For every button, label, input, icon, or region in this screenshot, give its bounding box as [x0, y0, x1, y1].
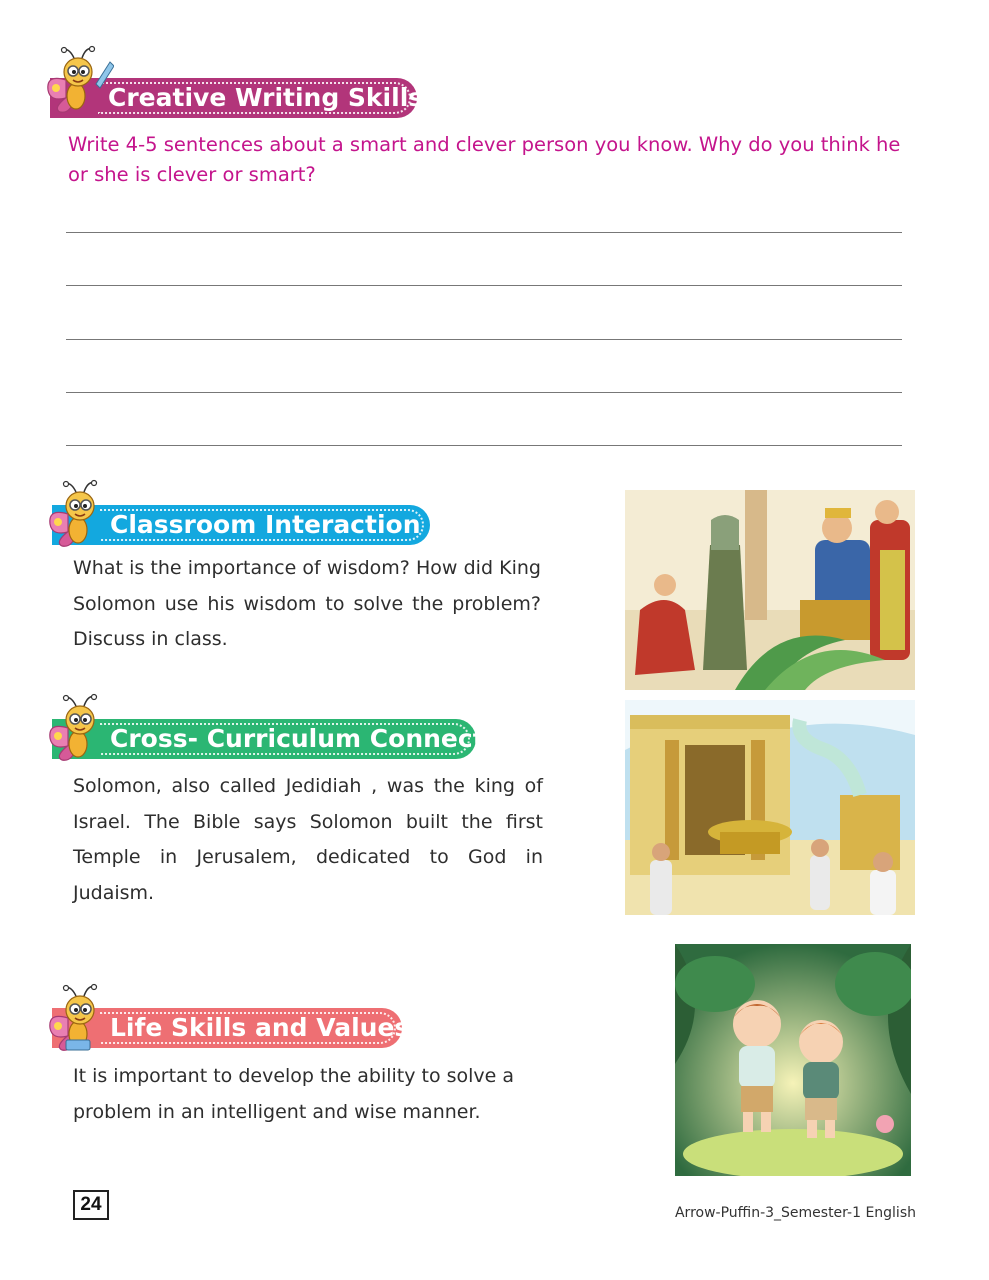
- cross-curriculum-title: Cross- Curriculum Connect: [110, 724, 485, 753]
- first-temple-illustration: [625, 700, 915, 915]
- children-in-forest-illustration: [675, 944, 911, 1176]
- life-skills-text: It is important to develop the ability to solve a problem in an intelligent and wise manner.: [73, 1065, 515, 1123]
- classroom-interaction-text: What is the importance of wisdom? How did King Solomon use his wisdom to solve the problem? Discuss in class.: [73, 557, 541, 650]
- cross-curriculum-text: Solomon, also called Jedidiah , was the king of Israel. The Bible says Solomon built the first Temple in Jerusalem, dedicated to God in Judaism.: [73, 775, 543, 904]
- writing-line[interactable]: [66, 392, 902, 393]
- book-footer: Arrow-Puffin-3_Semester-1 English: [674, 1205, 916, 1221]
- butterfly-mascot-icon: [46, 982, 116, 1052]
- writing-line[interactable]: [66, 232, 902, 233]
- creative-writing-title: Creative Writing Skills: [108, 83, 424, 112]
- butterfly-mascot-icon: [46, 692, 116, 762]
- writing-line[interactable]: [66, 339, 902, 340]
- butterfly-mascot-icon: [44, 44, 114, 114]
- writing-line[interactable]: [66, 445, 902, 446]
- page-number: 24: [73, 1190, 109, 1220]
- classroom-interaction-title: Classroom Interaction: [110, 510, 421, 539]
- life-skills-title: Life Skills and Values: [110, 1013, 410, 1042]
- creative-writing-prompt: Write 4-5 sentences about a smart and clever person you know. Why do you think he or she is clever or smart?: [68, 133, 901, 186]
- king-solomon-judgement-illustration: [625, 490, 915, 690]
- writing-line[interactable]: [66, 285, 902, 286]
- butterfly-mascot-icon: [46, 478, 116, 548]
